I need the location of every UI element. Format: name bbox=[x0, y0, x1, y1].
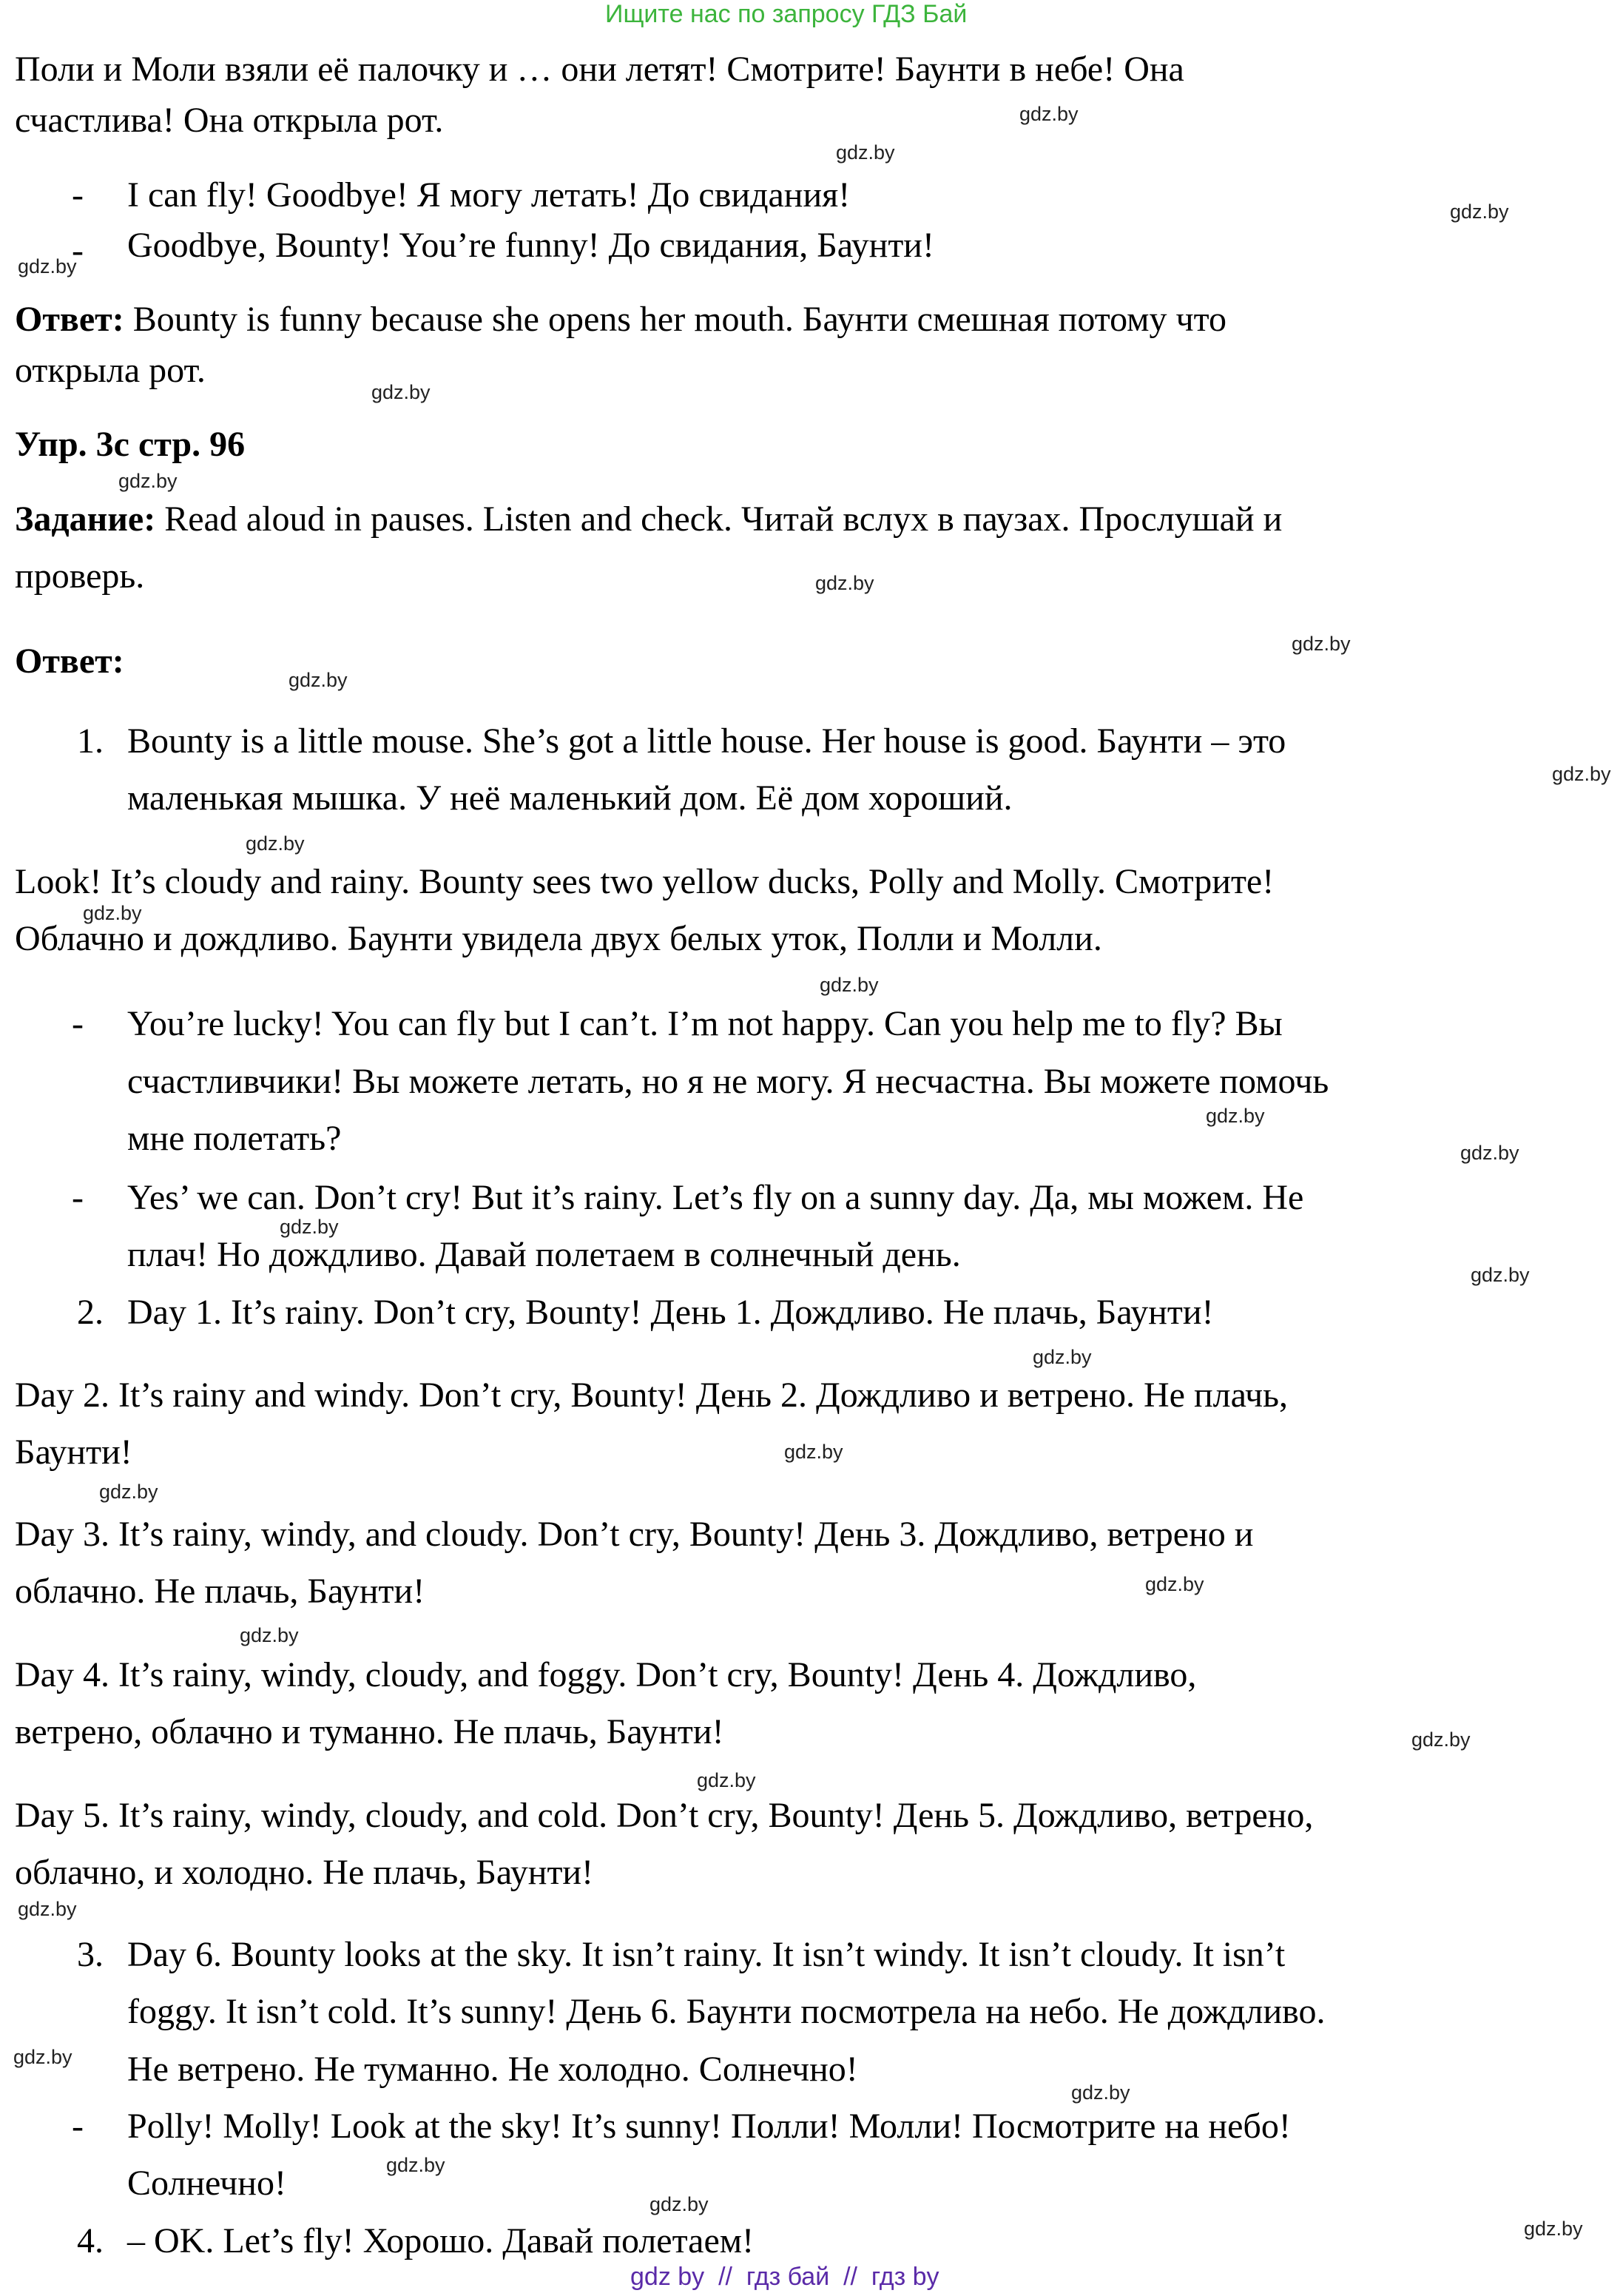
watermark: gdz.by bbox=[246, 832, 305, 855]
task-label: Задание: bbox=[15, 499, 156, 539]
watermark: gdz.by bbox=[83, 902, 142, 924]
task-line-2: проверь. bbox=[15, 556, 145, 596]
intro-line-2: счастлива! Она открыла рот. bbox=[15, 101, 444, 140]
list-item-line: Day 6. Bounty looks at the sky. It isn’t rainy. It isn’t windy. It isn’t cloudy. It isn’t bbox=[127, 1935, 1286, 1974]
paragraph-line: Day 4. It’s rainy, windy, cloudy, and foggy. Don’t cry, Bounty! День 4. Дождливо, bbox=[15, 1655, 1197, 1694]
paragraph-line: Day 5. It’s rainy, windy, cloudy, and cold. Don’t cry, Bounty! День 5. Дождливо, ветрено, bbox=[15, 1796, 1314, 1835]
watermark: gdz.by bbox=[240, 1624, 299, 1646]
watermark: gdz.by bbox=[815, 572, 874, 594]
answer-label: Ответ: bbox=[15, 642, 124, 681]
watermark: gdz.by bbox=[1471, 1264, 1530, 1286]
dialogue-dash: - bbox=[72, 1004, 84, 1043]
list-number: 3. bbox=[77, 1935, 104, 1974]
dialogue-dash: - bbox=[72, 231, 84, 270]
watermark: gdz.by bbox=[1019, 103, 1079, 125]
paragraph-line: облачно. Не плачь, Баунти! bbox=[15, 1572, 425, 1611]
list-item-line: Bounty is a little mouse. She’s got a little house. Her house is good. Баунти – это bbox=[127, 721, 1286, 761]
watermark: gdz.by bbox=[1524, 2218, 1583, 2240]
dialogue-line: I can fly! Goodbye! Я могу летать! До свидания! bbox=[127, 175, 851, 215]
list-item-line: маленькая мышка. У неё маленький дом. Её дом хороший. bbox=[127, 778, 1013, 818]
dialogue-line: плач! Но дождливо. Давай полетаем в солнечный день. bbox=[127, 1235, 961, 1274]
list-item-line: – OK. Let’s fly! Хорошо. Давай полетаем! bbox=[127, 2221, 755, 2260]
bottom-banner[interactable]: gdz by // гдз бай // гдз by bbox=[630, 2263, 939, 2291]
exercise-title: Упр. 3с стр. 96 bbox=[15, 425, 246, 464]
watermark: gdz.by bbox=[289, 669, 348, 691]
list-number: 2. bbox=[77, 1293, 104, 1332]
watermark: gdz.by bbox=[13, 2046, 72, 2068]
watermark: gdz.by bbox=[386, 2154, 445, 2176]
dialogue-line: счастливчики! Вы можете летать, но я не могу. Я несчастна. Вы можете помочь bbox=[127, 1062, 1329, 1101]
dialogue-line: Солнечно! bbox=[127, 2164, 286, 2203]
dialogue-dash: - bbox=[72, 1178, 84, 1217]
watermark: gdz.by bbox=[118, 470, 178, 492]
paragraph-line: Look! It’s cloudy and rainy. Bounty sees two yellow ducks, Polly and Molly. Смотрите! bbox=[15, 862, 1275, 901]
watermark: gdz.by bbox=[18, 1898, 77, 1920]
watermark: gdz.by bbox=[1292, 633, 1351, 655]
watermark: gdz.by bbox=[820, 974, 879, 996]
task-paragraph bbox=[15, 491, 1282, 548]
list-item-line: Не ветрено. Не туманно. Не холодно. Солнечно! bbox=[127, 2050, 858, 2089]
watermark: gdz.by bbox=[784, 1441, 843, 1463]
watermark: gdz.by bbox=[371, 381, 431, 403]
task-text: Read aloud in pauses. Listen and check. Читай вслух в паузах. Прослушай и bbox=[155, 499, 1283, 539]
paragraph-line: Day 2. It’s rainy and windy. Don’t cry, Bounty! День 2. Дождливо и ветрено. Не плачь, bbox=[15, 1376, 1289, 1415]
watermark: gdz.by bbox=[1460, 1142, 1519, 1164]
list-item-line: Day 1. It’s rainy. Don’t cry, Bounty! День 1. Дождливо. Не плачь, Баунти! bbox=[127, 1293, 1214, 1332]
watermark: gdz.by bbox=[280, 1216, 339, 1238]
watermark: gdz.by bbox=[1411, 1728, 1471, 1751]
dialogue-dash: - bbox=[72, 175, 84, 215]
watermark: gdz.by bbox=[1033, 1346, 1092, 1368]
dialogue-line: Yes’ we can. Don’t cry! But it’s rainy. Let’s fly on a sunny day. Да, мы можем. Не bbox=[127, 1178, 1304, 1217]
intro-line-1: Поли и Моли взяли её палочку и … они летят! Смотрите! Баунти в небе! Она bbox=[15, 50, 1184, 89]
dialogue-line: You’re lucky! You can fly but I can’t. I’m not happy. Can you help me to fly? Вы bbox=[127, 1004, 1283, 1043]
dialogue-line: Goodbye, Bounty! You’re funny! До свидания, Баунти! bbox=[127, 226, 934, 265]
answer-text: Bounty is funny because she opens her mouth. Баунти смешная потому что bbox=[124, 300, 1227, 339]
watermark: gdz.by bbox=[18, 255, 77, 277]
answer-line-2: открыла рот. bbox=[15, 351, 206, 390]
watermark: gdz.by bbox=[1450, 201, 1509, 223]
dialogue-dash: - bbox=[72, 2107, 84, 2146]
paragraph-line: облачно, и холодно. Не плачь, Баунти! bbox=[15, 1853, 594, 1892]
watermark: gdz.by bbox=[1071, 2081, 1130, 2104]
watermark: gdz.by bbox=[697, 1769, 756, 1791]
watermark: gdz.by bbox=[1206, 1105, 1265, 1127]
paragraph-line: Баунти! bbox=[15, 1433, 132, 1472]
answer-paragraph bbox=[15, 291, 1226, 349]
watermark: gdz.by bbox=[1552, 763, 1611, 785]
list-number: 4. bbox=[77, 2221, 104, 2260]
paragraph-line: ветрено, облачно и туманно. Не плачь, Баунти! bbox=[15, 1712, 724, 1751]
watermark: gdz.by bbox=[99, 1481, 158, 1503]
watermark: gdz.by bbox=[649, 2193, 709, 2215]
watermark: gdz.by bbox=[1145, 1573, 1204, 1595]
paragraph-line: Облачно и дождливо. Баунти увидела двух белых уток, Полли и Молли. bbox=[15, 919, 1102, 958]
top-banner[interactable]: Ищите нас по запросу ГДЗ Бай bbox=[605, 0, 968, 28]
list-number: 1. bbox=[77, 721, 104, 761]
dialogue-line: Polly! Molly! Look at the sky! It’s sunny! Полли! Молли! Посмотрите на небо! bbox=[127, 2107, 1291, 2146]
paragraph-line: Day 3. It’s rainy, windy, and cloudy. Don’t cry, Bounty! День 3. Дождливо, ветрено и bbox=[15, 1515, 1254, 1554]
list-item-line: foggy. It isn’t cold. It’s sunny! День 6. Баунти посмотрела на небо. Не дождливо. bbox=[127, 1992, 1326, 2031]
dialogue-line: мне полетать? bbox=[127, 1119, 342, 1158]
watermark: gdz.by bbox=[836, 141, 895, 164]
answer-label: Ответ: bbox=[15, 300, 124, 339]
